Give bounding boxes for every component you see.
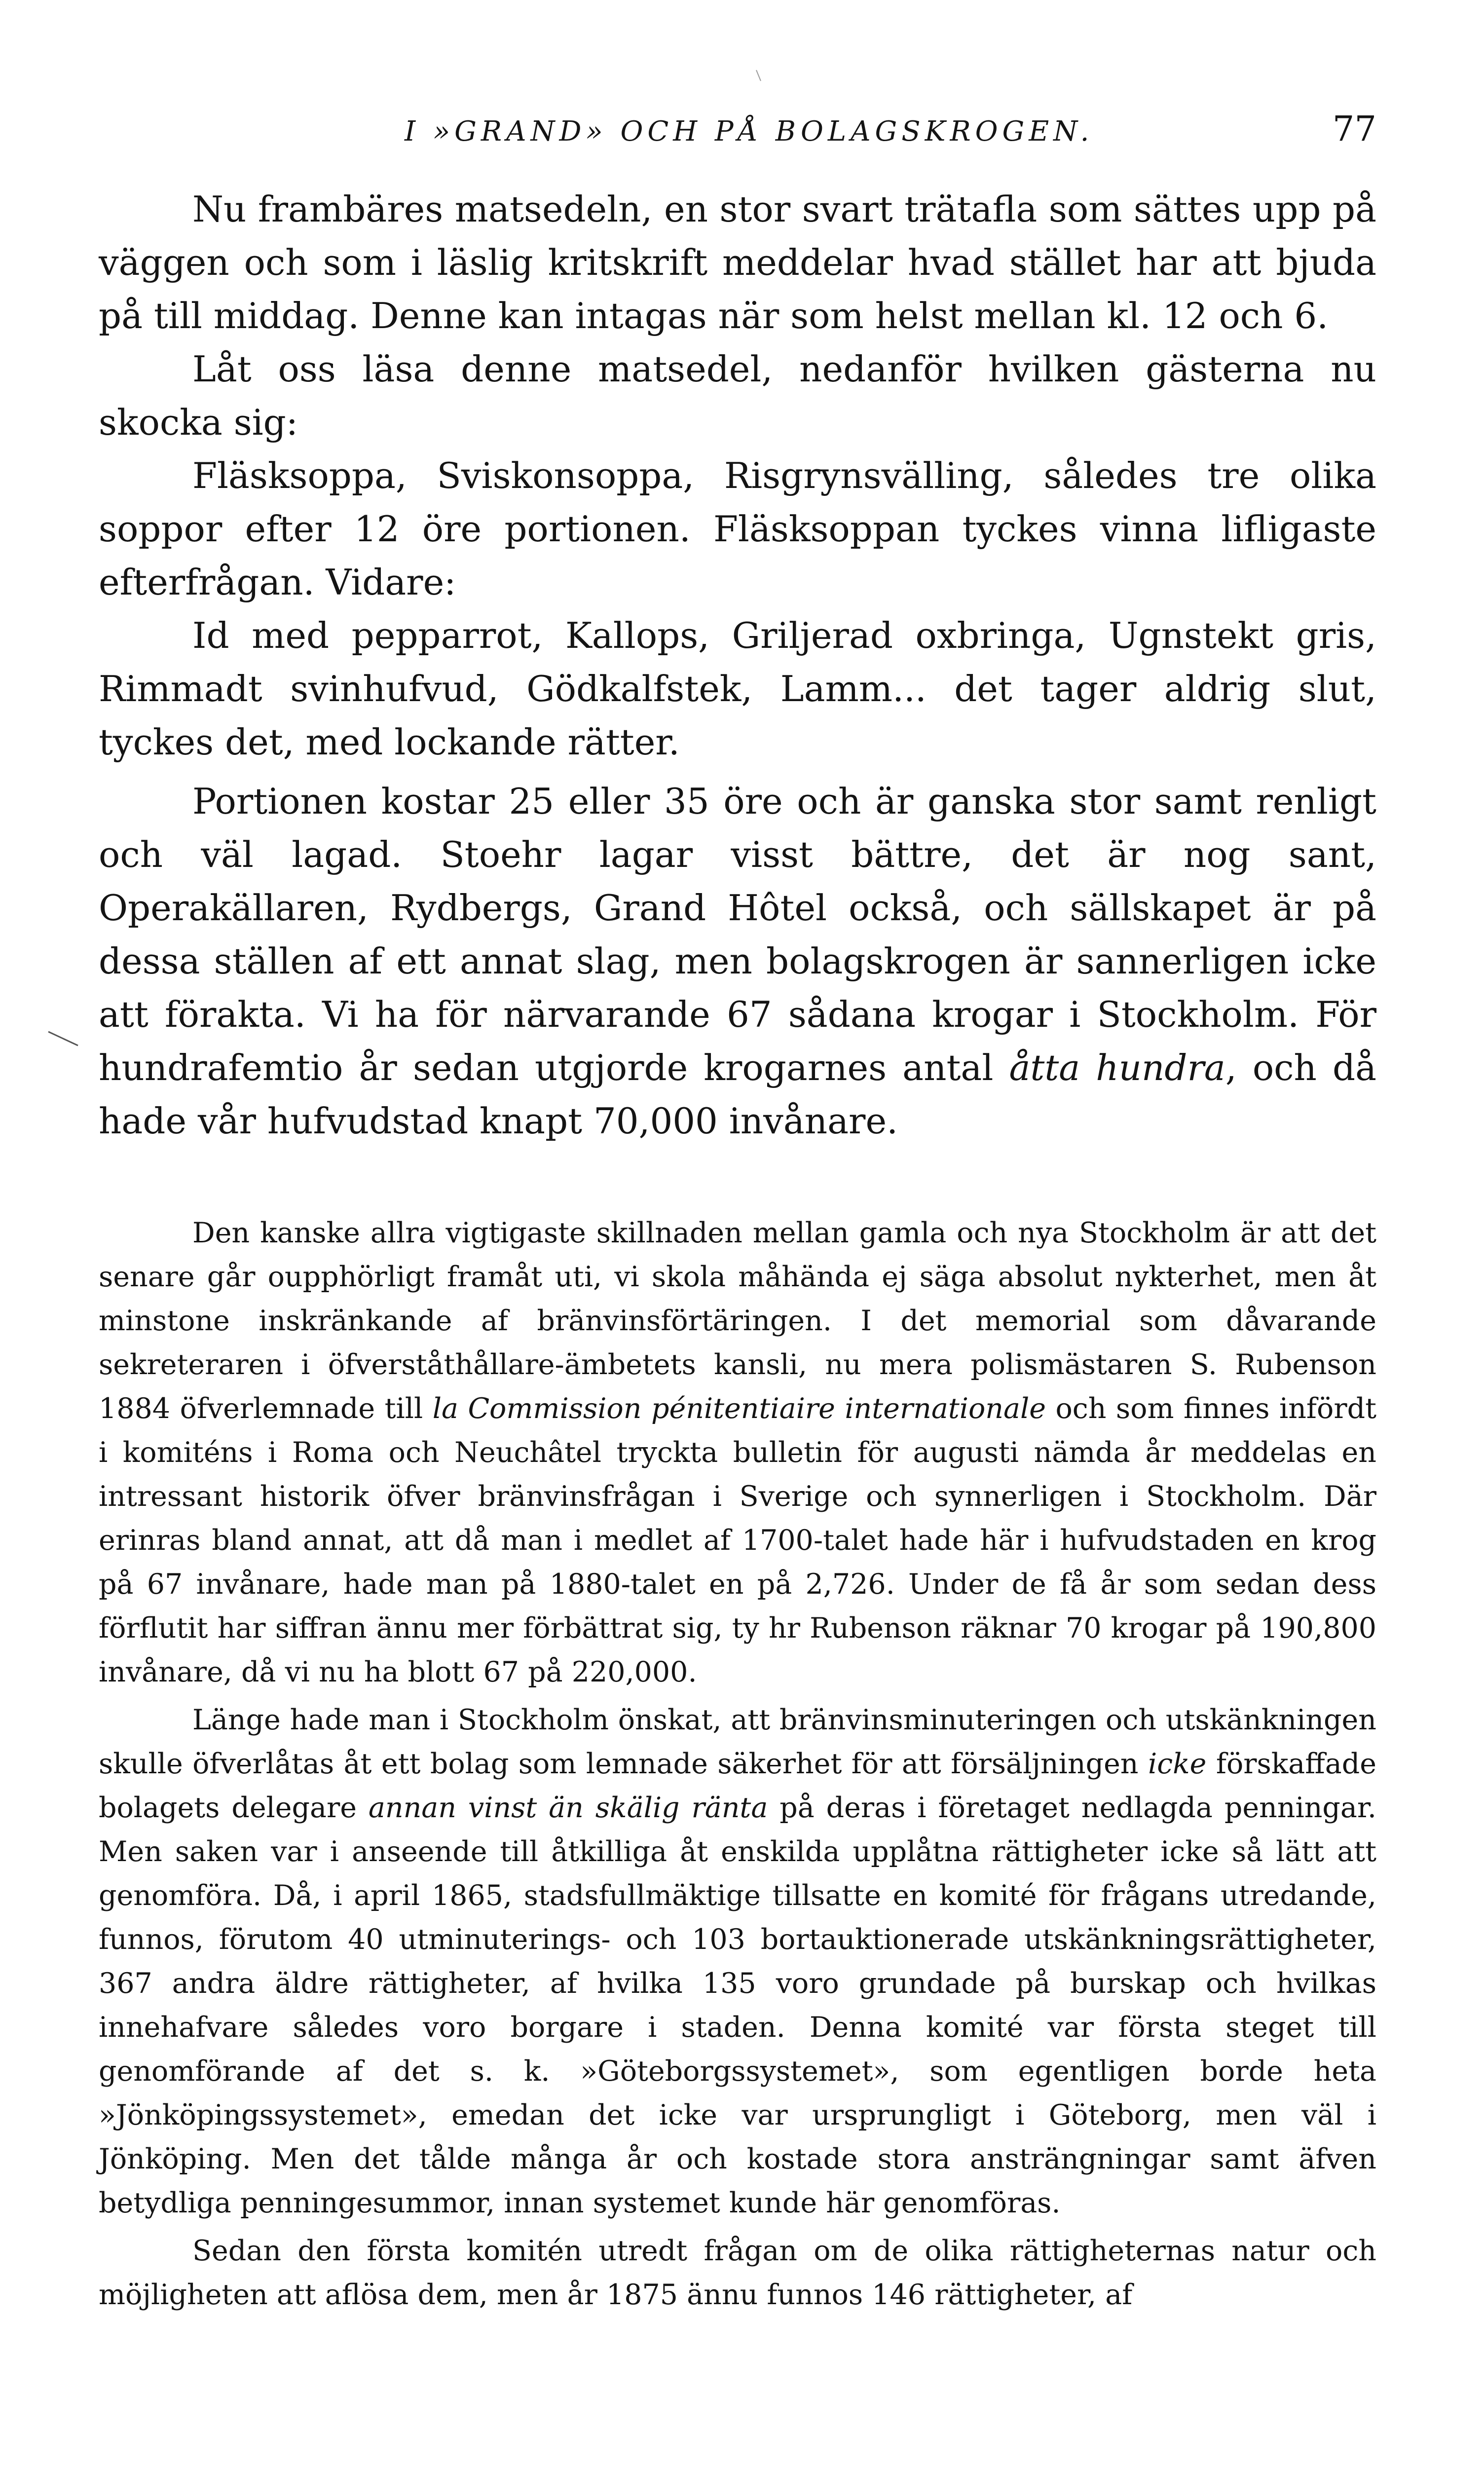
text-segment: på deras i företaget nedlagda penningar. Men saken var i anseende till åtkilliga åt enskilda upplåtna rättigheter icke så lätt att genomföra. Då, i april 1865, stadsfullmäktige tillsatte en komité för frågans utredande, funnos, förutom 40 utminuterings- och 103 bortauktionerade utskänkningsrättigheter, 367 andra äldre rättigheter, af hvilka 135 voro grundade på burskap och hvilkas innehafvare således voro borgare i staden. Denna komité var första steget till genomförande af det s. k. »Göteborgssystemet», som egentligen borde heta »Jönköpingssystemet», emedan det icke var ursprungligt i Göteborg, men väl i Jönköping. Men det tålde många år och kostade stora ansträngningar samt äfven betydliga penningesummor, innan systemet kunde här genomföras.	[99, 1792, 1377, 2219]
paragraph-ratter: Id med pepparrot, Kallops, Griljerad oxbringa, Ugnstekt gris, Rimmadt svinhufvud, Gödkalfstek, Lamm... det tager aldrig slut, tyckes det, med lockande rätter.	[99, 615, 1376, 763]
main-text	[99, 183, 1376, 1148]
text-segment: Länge hade man i Stockholm önskat, att bränvinsminuteringen och utskänkningen skulle öfverlåtas åt ett bolag som lemnade säkerhet för att försäljningen	[99, 1704, 1376, 1780]
italic-text: icke	[1148, 1748, 1207, 1780]
running-head: I »GRAND» OCH PÅ BOLAGSKROGEN.	[405, 115, 1094, 148]
text-segment: Den kanske allra vigtigaste skillnaden mellan gamla och nya Stockholm är att det senare går oupphörligt framåt uti, vi skola måhända ej säga absolut nykterhet, men åt minstone inskränkande af bränvinsförtäringen. I det memorial som dåvarande sekreteraren i öfverståthållare-ämbetets kansli, nu mera polismästaren S. Rubenson 1884 öfverlemnade till	[99, 1217, 1376, 1425]
page-number: 77	[1332, 109, 1376, 149]
text-segment: och som finnes infördt i komiténs i Roma och Neuchâtel tryckta bulletin för augusti nämda år meddelas en intressant historik öfver bränvinsfrågan i Sverige och synnerligen i Stockholm. Där erinras bland annat, att då man i medlet af 1700-talet hade här i hufvudstaden en krog på 67 invånare, hade man på 1880-talet en på 2,726. Under de få år som sedan dess förflutit har siffran ännu mer förbättrat sig, ty hr Rubenson räknar 70 krogar på 190,800 invånare, då vi nu ha blott 67 på 220,000.	[99, 1392, 1376, 1688]
note-paragraph-skillnaden	[99, 1211, 1376, 1694]
paragraph-soppor: Fläsksoppa, Sviskonsoppa, Risgrynsvälling, således tre olika soppor efter 12 öre portionen. Fläsksoppan tyckes vinna lifligaste efterfrågan. Vidare:	[99, 455, 1376, 603]
paragraph-lasa-matsedel: Låt oss läsa denne matsedel, nedanför hvilken gästerna nu skocka sig:	[99, 348, 1376, 443]
text-segment: Portionen kostar 25 eller 35 öre och är ganska stor samt renligt och väl lagad. Stoehr lagar visst bättre, det är nog sant, Operakällaren, Rydbergs, Grand Hôtel också, och sällskapet är på dessa ställen af ett annat slag, men bolagskrogen är sannerligen icke att förakta. Vi ha för närvarande 67 sådana krogar i Stockholm. För hundrafemtio år sedan utgjorde krogarnes antal	[99, 781, 1376, 1088]
page-header	[99, 109, 1376, 168]
ink-mark	[755, 69, 763, 82]
italic-text: åtta hundra	[1009, 1047, 1225, 1088]
note-paragraph-bolag	[99, 1698, 1376, 2225]
italic-text: la Commission pénitentiaire internationale	[432, 1392, 1046, 1425]
note-paragraph-komiten: Sedan den första komitén utredt frågan om de olika rättigheternas natur och möjligheten att aflösa dem, men år 1875 ännu funnos 146 rättigheter, af	[99, 2235, 1376, 2311]
paragraph-matsedel: Nu frambäres matsedeln, en stor svart trätafla som sättes upp på väggen och som i läslig kritskrift meddelar hvad stället har att bjuda på till middag. Denne kan intagas när som helst mellan kl. 12 och 6.	[99, 188, 1376, 336]
paragraph-portionen	[99, 775, 1376, 1148]
small-print-section	[99, 1211, 1376, 2317]
margin-dash-mark	[46, 1029, 81, 1048]
italic-text: annan vinst än skälig ränta	[368, 1792, 768, 1824]
text-segment: , och då hade vår hufvudstad knapt 70,000 invånare.	[99, 1047, 1377, 1142]
text-segment: förskaffade bolagets delegare	[99, 1748, 1376, 1824]
